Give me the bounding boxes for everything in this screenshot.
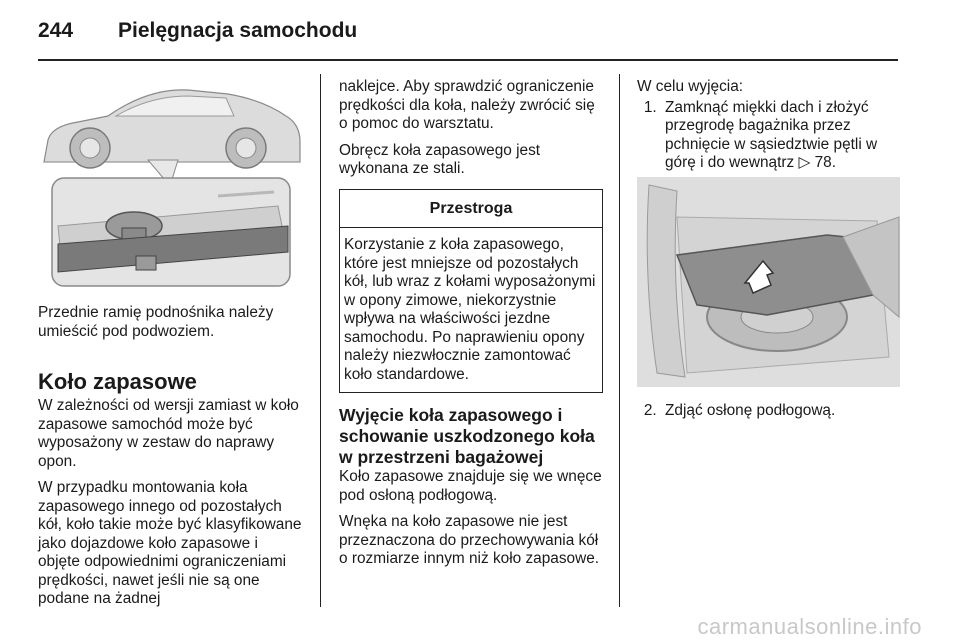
page-number: 244 [38,19,74,42]
step-text: Zamknąć miękki dach i złożyć przegrodę bagażnika przez pchnięcie w sąsiedztwie pętli w górę i do wewnątrz [665,98,878,171]
car-jack-illustration [38,76,304,288]
column-3-lower [637,402,903,421]
page-ref: 78. [814,154,836,171]
chapter-title: Pielęgnacja samochodu [118,19,358,42]
column-divider-1 [320,74,321,607]
intro-text: W celu wyjęcia: [637,78,744,95]
watermark-text: carmanualsonline.info [697,614,922,639]
subsection-title: Wyjęcie koła zapasowego i schowanie uszkodzonego koła w przestrzeni bagażowej [339,405,595,467]
column-divider-2 [619,74,620,607]
list-item [661,99,903,173]
steps-list-1 [637,99,903,173]
step-text: Zdjąć osłonę podłogową. [665,402,836,419]
header-rule [38,59,898,61]
caution-text: Korzystanie z koła zapasowego, które jest mniejsze od pozostałych kół, lub wraz z kołami wyposażonymi w opony zimowe, niekorzystnie wpływa na właściwości jezdne samochodu. Po naprawieniu opony należy niezwłocznie zamontować koło standardowe. [344,236,596,383]
caution-title: Przestroga [340,190,602,229]
caution-box [339,189,603,394]
paragraph: W zależności od wersji zamiast w koło zapasowe samochód może być wyposażony w zestaw do naprawy opon. [38,397,299,470]
trunk-floor-illustration [637,177,900,387]
figure-caption: Przednie ramię podnośnika należy umieścić pod podwoziem. [38,304,274,340]
steps-list-2 [637,402,903,421]
column-2 [339,78,603,577]
paragraph: Obręcz koła zapasowego jest wykonana ze stali. [339,141,541,177]
column-1 [38,304,304,617]
page-ref-arrow-icon: ▷ [798,154,811,171]
paragraph: Wnęka na koło zapasowe nie jest przeznaczona do przechowywania kół o rozmiarze innym niż koło zapasowe. [339,513,600,567]
column-3 [637,78,903,173]
list-item [661,402,903,421]
page-header [38,14,357,48]
paragraph: Koło zapasowe znajduje się we wnęce pod osłoną podłogową. [339,468,602,504]
section-title: Koło zapasowe [38,369,197,394]
paragraph: naklejce. Aby sprawdzić ograniczenie prędkości dla koła, należy zwrócić się o pomoc do warsztatu. [339,78,595,132]
paragraph: W przypadku montowania koła zapasowego innego od pozostałych kół, koło takie może być klasyfikowane jako dojazdowe koło zapasowe i objęte odpowiednimi ograniczeniami prędkości, nawet jeśli nie są one podane na żadnej [38,479,302,607]
